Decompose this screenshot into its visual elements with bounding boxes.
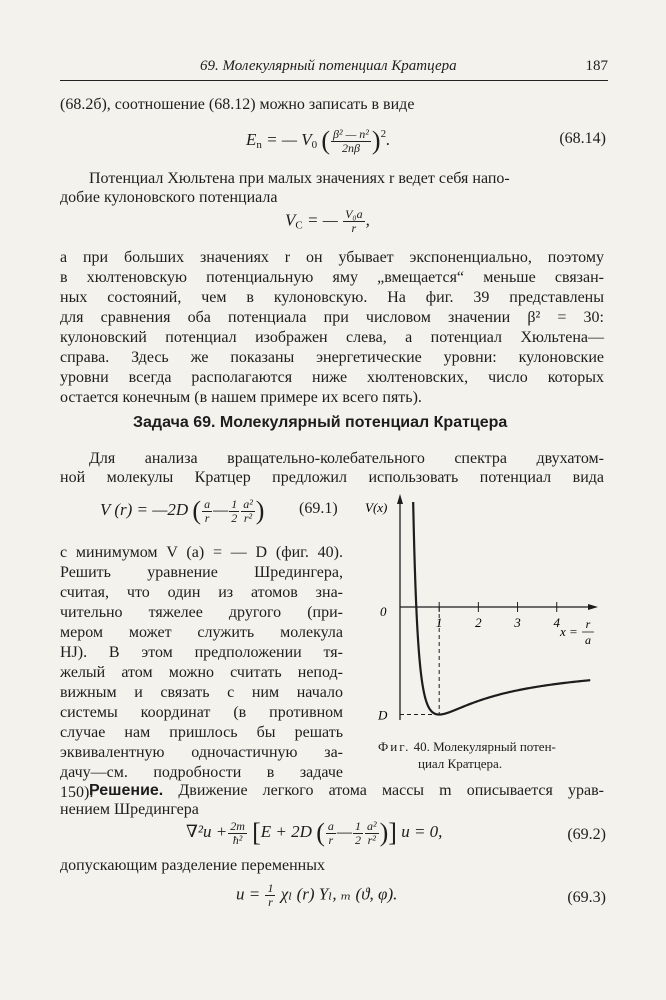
paragraph-comparison-line: в хюлтеновскую потенциальную яму „вмещается“ меньше связан- — [60, 269, 604, 286]
potential-curve — [413, 502, 590, 715]
paragraph-problem — [60, 543, 343, 803]
page-number: 187 — [585, 58, 608, 74]
eq-vc-numerator: V₀a — [345, 207, 363, 221]
paragraph-problem-line: с минимумом V (a) = — D (фиг. 40). — [60, 544, 343, 561]
paragraph-problem-line: вижным и связать с ним начало — [60, 684, 343, 701]
paragraph-problem-line: чительно тяжелее другого (при- — [60, 604, 343, 621]
depth-label: D — [378, 707, 388, 723]
paragraph-problem-line: случае нам пришлось бы решать — [60, 724, 343, 741]
frac-numerator: 1 — [231, 496, 238, 511]
running-header — [60, 56, 608, 81]
close-paren: ) — [255, 496, 265, 525]
paragraph-problem-line: желый атом можно считать непод- — [60, 664, 343, 681]
paragraph-kratzer-line-1-text: Для анализа вращательно-колебательного спектра двухатом- — [89, 450, 604, 467]
eq-69-3-frac-1-r — [265, 882, 275, 909]
x-tick-label: 3 — [514, 615, 521, 630]
paragraph-separation-line: допускающим разделение переменных — [60, 857, 325, 874]
paragraph-comparison-line: а при больших значениях r он убывает экспоненциально, поэтому — [60, 249, 604, 266]
eq-68-14-denominator: 2nβ — [341, 140, 360, 155]
frac-denominator: r² — [243, 510, 253, 525]
paragraph-comparison-line: справа. Здесь же показаны энергетические уровни: кулоновские — [60, 349, 604, 366]
y-axis-label: V(x) — [365, 500, 388, 515]
frac-numerator: 1 — [354, 818, 361, 833]
paragraph-problem-line: дачу—см. подробности в задаче — [60, 764, 343, 781]
paragraph-comparison-line: для сравнения оба потенциала при числовом значении β² = 30: — [60, 309, 604, 326]
eq-vc-fraction — [343, 208, 365, 235]
caption-line-1 — [378, 738, 556, 755]
eq-69-1-minus: — — [213, 499, 229, 519]
paragraph-problem-line: мером может служить молекула — [60, 624, 343, 641]
paragraph-problem-line: системы координат (в противном — [60, 704, 343, 721]
eq-69-2-frac-a-r — [326, 820, 336, 847]
solution-label: Решение. — [89, 782, 164, 799]
eq-68-14-v-sub: 0 — [311, 138, 318, 151]
equation-68-14 — [246, 126, 390, 156]
eq-68-14-fraction — [331, 128, 371, 155]
eq-68-14-power: 2 — [380, 127, 387, 140]
header-title: 69. Молекулярный потенциал Кратцера — [200, 58, 457, 74]
paragraph-comparison — [60, 248, 604, 408]
frac-denominator: r — [328, 832, 334, 847]
paragraph-kratzer-line-2 — [60, 468, 604, 488]
paragraph-intro-line: (68.2б), соотношение (68.12) можно записать в виде — [60, 96, 415, 113]
paragraph-comparison-line: остается конечным (в нашем примере их всего пять). — [60, 389, 422, 406]
equation-coulomb — [285, 208, 370, 235]
eq-69-3-lead: u = — [236, 884, 261, 904]
paragraph-kratzer-line-1 — [89, 449, 604, 469]
frac-denominator: r — [204, 510, 210, 525]
paragraph-hulthen-line-2: добие кулоновского потенциала — [60, 189, 278, 206]
frac-numerator: a — [327, 818, 334, 833]
eq-68-14-number: (68.14) — [559, 130, 606, 147]
paragraph-problem-line: 150). — [60, 784, 94, 801]
eq-vc-eq: = — — [302, 210, 338, 230]
eq-69-2-lead: ∇²u + — [186, 821, 228, 841]
close-paren: ) — [371, 126, 381, 155]
eq-68-14-tail: . — [386, 129, 391, 149]
paragraph-hulthen-line-1: Потенциал Хюльтена при малых значениях r ведет себя напо- — [89, 170, 510, 187]
eq-vc-tail: , — [365, 210, 370, 230]
eq-vc-lhs-sub: C — [295, 219, 303, 232]
figure-40-potential-chart — [350, 490, 610, 735]
eq-69-1-number: (69.1) — [299, 500, 338, 517]
eq-69-1-lhs: V (r) = —2D — [100, 499, 189, 519]
frac-denominator: r² — [367, 832, 376, 847]
paragraph-problem-line: эквивалентную одночастичную за- — [60, 744, 343, 761]
eq-69-1-frac-a2-r2 — [241, 498, 255, 525]
solution-line-1-rest: Движение легкого атома массы m описывается урав- — [163, 782, 604, 799]
eq-69-2-frac-2m-hbar2 — [228, 820, 247, 847]
paragraph-comparison-line: ных состояний, чем в кулоновскую. На фиг. 39 представлены — [60, 289, 604, 306]
eq-69-3-rest: χₗ (r) Yₗ, ₘ (ϑ, φ). — [280, 884, 398, 904]
solution-line-1-text — [89, 781, 604, 801]
close-paren: ) — [379, 818, 389, 847]
close-bracket: ] — [388, 818, 397, 847]
equation-69-1 — [100, 496, 264, 526]
caption-prefix: Фиг. — [378, 739, 411, 754]
eq-68-14-lhs: E — [246, 129, 257, 149]
eq-69-2-inner: E + 2D — [260, 821, 312, 841]
eq-69-2-frac-a2-r2 — [365, 820, 379, 847]
frac-numerator: 2m — [230, 818, 245, 833]
frac-numerator: a — [204, 496, 211, 511]
open-bracket: [ — [252, 818, 261, 847]
paragraph-problem-line: считая, что один из атомов зна- — [60, 584, 343, 601]
open-paren: ( — [316, 818, 325, 847]
eq-69-3-number: (69.3) — [567, 889, 606, 906]
paragraph-problem-line: Решить уравнение Шредингера, — [60, 564, 343, 581]
caption-line-2: циал Кратцера. — [418, 756, 503, 771]
y-axis-arrow — [397, 494, 403, 504]
frac-numerator: a² — [243, 496, 253, 511]
x-tick-label: 2 — [475, 615, 482, 630]
eq-68-14-lhs-sub: n — [256, 138, 262, 151]
zero-label: 0 — [380, 604, 387, 619]
solution-line-2: нением Шредингера — [60, 801, 199, 818]
frac-denominator: r — [268, 895, 273, 909]
eq-69-2-minus: — — [336, 821, 352, 841]
x-tick-label: 4 — [553, 615, 560, 630]
paragraph-comparison-line: уровни всегда располагаются ниже хюлтеновских, число которых — [60, 369, 604, 386]
caption-line-1-text: 40. Молекулярный потен- — [413, 739, 556, 754]
x-axis-frac-denominator: a — [585, 633, 591, 647]
x-axis-frac-numerator: r — [585, 617, 591, 631]
frac-numerator: a² — [366, 818, 377, 833]
frac-numerator: 1 — [267, 881, 274, 895]
solution-line-1 — [89, 781, 604, 801]
frac-denominator: 2 — [354, 832, 361, 847]
eq-68-14-numerator: β² — n² — [333, 126, 369, 141]
x-axis-label: x = — [560, 624, 578, 639]
paragraph-comparison-line: кулоновский потенциал изображен слева, а потенциал Хюльтена— — [60, 329, 604, 346]
eq-69-2-frac-half — [353, 820, 363, 847]
eq-vc-denominator: r — [351, 221, 357, 235]
eq-69-1-frac-a-r — [202, 498, 212, 525]
frac-denominator: 2 — [231, 510, 238, 525]
equation-69-2 — [186, 818, 442, 848]
x-axis-arrow — [588, 604, 598, 610]
paragraph-problem-line: HJ). В этом предположении тя- — [60, 644, 343, 661]
open-paren: ( — [321, 126, 331, 155]
frac-denominator: ħ² — [232, 832, 243, 847]
eq-vc-lhs: V — [285, 210, 296, 230]
eq-69-2-tail: u = 0, — [401, 821, 443, 841]
section-heading: Задача 69. Молекулярный потенциал Кратцера — [133, 414, 508, 431]
eq-69-1-frac-half — [229, 498, 239, 525]
open-paren: ( — [192, 496, 202, 525]
x-tick-label: 1 — [435, 615, 443, 630]
eq-69-2-number: (69.2) — [567, 826, 606, 843]
paragraph-kratzer-line-2-text: ной молекулы Кратцер предложил использовать потенциал вида — [60, 469, 604, 486]
eq-68-14-eq: = — V — [261, 129, 312, 149]
figure-caption — [378, 738, 556, 772]
equation-69-3 — [236, 882, 397, 909]
